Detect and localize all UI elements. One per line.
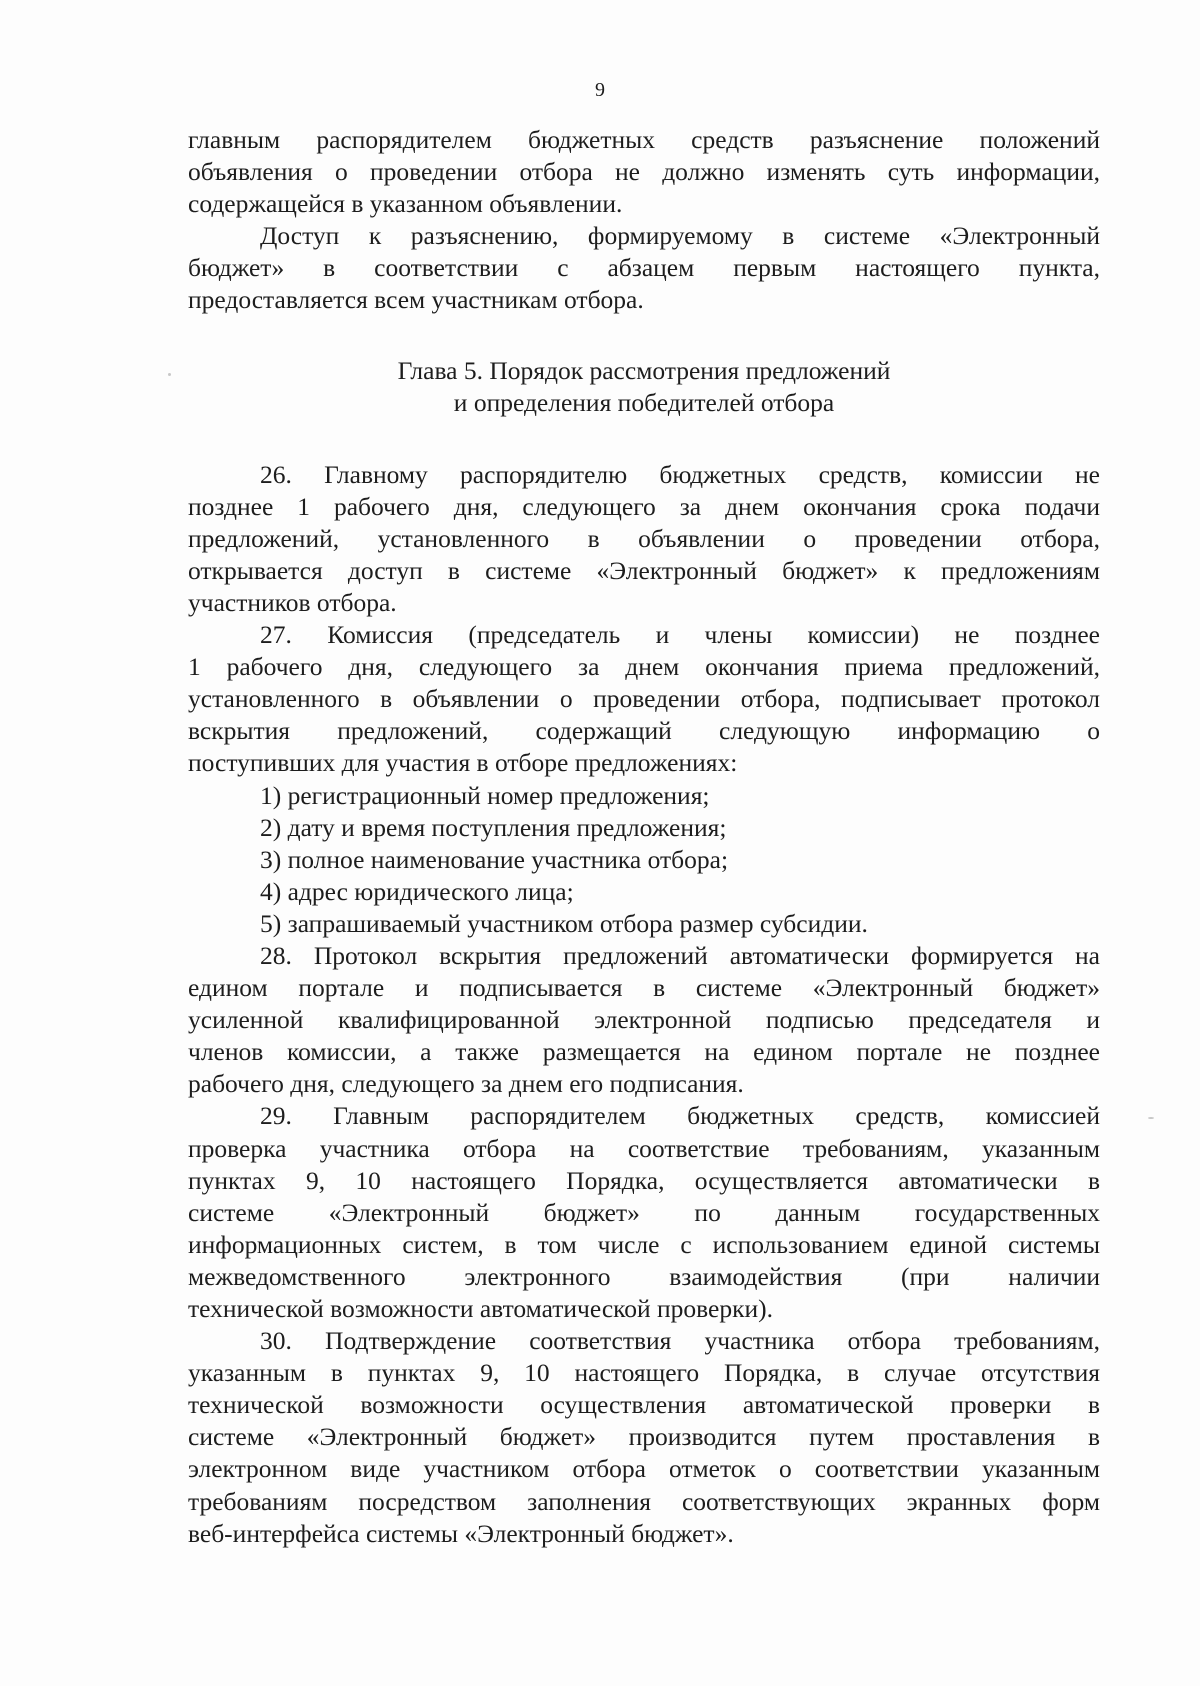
chapter-heading [188, 355, 1100, 419]
text-line: веб-интерфейса системы «Электронный бюджет». [188, 1518, 734, 1548]
chapter-title-line-1: Глава 5. Порядок рассмотрения предложений [397, 355, 891, 385]
text-line: содержащейся в указанном объявлении. [188, 189, 623, 219]
document-body [188, 124, 1100, 1550]
text-line: электронном виде участником отбора отметок о соответствии указанным [188, 1454, 1100, 1484]
text-line: технической возможности автоматической проверки). [188, 1294, 774, 1323]
list-item: 3) полное наименование участника отбора; [260, 844, 729, 874]
text-line: рабочего дня, следующего за днем его подписания. [188, 1069, 744, 1099]
scan-speck [1148, 1117, 1154, 1119]
text-line: предложений, установленного в объявлении о проведении отбора, [188, 523, 1100, 553]
text-line: 28. Протокол вскрытия предложений автоматически формируется на [260, 940, 1100, 970]
text-line: 30. Подтверждение соответствия участника отбора требованиям, [260, 1326, 1100, 1356]
text-line: усиленной квалифицированной электронной подписью председателя и [188, 1005, 1100, 1035]
text-line: системе «Электронный бюджет» производится путем проставления в [188, 1422, 1100, 1452]
page-number: 9 [595, 79, 605, 101]
text-line: объявления о проведении отбора не должно изменять суть информации, [188, 157, 1100, 187]
text-line: системе «Электронный бюджет» по данным государственных [188, 1197, 1100, 1227]
text-line: участников отбора. [188, 587, 397, 617]
text-line: 29. Главным распорядителем бюджетных средств, комиссией [260, 1101, 1100, 1131]
text-line: установленного в объявлении о проведении отбора, подписывает протокол [188, 684, 1100, 714]
list-item: 4) адрес юридического лица; [260, 876, 574, 906]
text-line: пунктах 9, 10 настоящего Порядка, осуществляется автоматически в [188, 1165, 1100, 1195]
text-line: главным распорядителем бюджетных средств разъяснение положений [188, 125, 1100, 154]
text-line: 27. Комиссия (председатель и члены комиссии) не позднее [260, 620, 1100, 650]
intro-paragraph-1 [188, 124, 1100, 220]
text-line: информационных систем, в том числе с использованием единой системы [188, 1229, 1100, 1259]
item-27 [188, 619, 1100, 779]
text-line: предоставляется всем участникам отбора. [188, 285, 644, 315]
text-line: проверка участника отбора на соответствие требованиям, указанным [188, 1133, 1100, 1163]
chapter-title-line-2: и определения победителей отбора [453, 387, 835, 417]
text-line: бюджет» в соответствии с абзацем первым настоящего пункта, [188, 253, 1100, 283]
scan-speck [168, 373, 171, 376]
text-line: указанным в пунктах 9, 10 настоящего Порядка, в случае отсутствия [188, 1358, 1100, 1388]
text-line: межведомственного электронного взаимодействия (при наличии [188, 1261, 1100, 1291]
text-line: Доступ к разъяснению, формируемому в системе «Электронный [260, 221, 1100, 251]
intro-paragraph-2 [188, 220, 1100, 316]
list-item: 1) регистрационный номер предложения; [260, 780, 710, 810]
item-29 [188, 1100, 1100, 1325]
item-27-list [188, 780, 1100, 940]
item-26 [188, 459, 1100, 619]
list-item: 2) дату и время поступления предложения; [260, 812, 727, 842]
text-line: поступивших для участия в отборе предложениях: [188, 748, 738, 778]
text-line: едином портале и подписывается в системе «Электронный бюджет» [188, 973, 1100, 1003]
list-item: 5) запрашиваемый участником отбора размер субсидии. [260, 908, 868, 938]
item-28 [188, 940, 1100, 1100]
text-line: открывается доступ в системе «Электронный бюджет» к предложениям [188, 555, 1100, 585]
text-line: членов комиссии, а также размещается на едином портале не позднее [188, 1037, 1100, 1067]
text-line: вскрытия предложений, содержащий следующую информацию о [188, 716, 1100, 746]
text-line: требованиям посредством заполнения соответствующих экранных форм [188, 1486, 1100, 1516]
text-line: 1 рабочего дня, следующего за днем окончания приема предложений, [188, 652, 1100, 682]
item-30 [188, 1325, 1100, 1550]
text-line: технической возможности осуществления автоматической проверки в [188, 1390, 1100, 1420]
text-line: позднее 1 рабочего дня, следующего за днем окончания срока подачи [188, 491, 1100, 521]
text-line: 26. Главному распорядителю бюджетных средств, комиссии не [260, 459, 1100, 489]
